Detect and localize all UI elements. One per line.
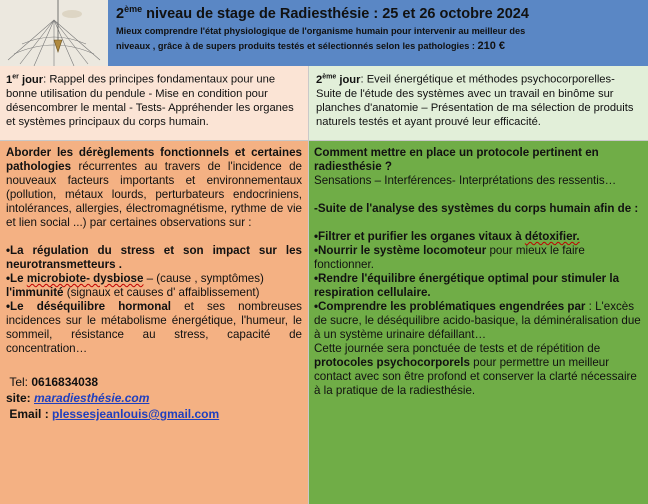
day1-text: : Rappel des principes fondamentaux pour une bonne utilisation du pendule - Mise en condition pour désencombrer le mental - Tests- Appréhender les organes et systèmes principaux du corps humain.	[6, 73, 294, 128]
header	[0, 0, 648, 66]
day2-summary	[308, 66, 648, 140]
day2-label: 2ème jour	[316, 73, 361, 86]
right-bullet-comprendre: •Comprendre les problématiques engendrées par : L'excès de sucre, le déséquilibre acido-basique, la déminéralisation due à un système urinaire défaillant…	[314, 300, 641, 341]
website-link[interactable]: maradiesthésie.com	[34, 391, 150, 405]
header-line-2: niveaux , grâce à de supers produits testés et sélectionnés selon les pathologies : 210 €	[116, 40, 506, 52]
email-link[interactable]: plessesjeanlouis@gmail.com	[52, 407, 220, 421]
right-bullet-energie: •Rendre l'équilibre énergétique optimal pour stimuler la respiration cellulaire.	[314, 272, 620, 299]
header-line-1: Mieux comprendre l'état physiologique de l'organisme humain pour intervenir au meilleur des	[116, 26, 526, 36]
day1-details	[0, 140, 308, 504]
day2-details	[308, 140, 648, 504]
day2-text: : Eveil énergétique et méthodes psychocorporelles- Suite de l'étude des systèmes avec un travail en binôme sur planches d'anatomie – Présentation de ma sélection de produits naturels testés et ayant prouvé leur efficacité.	[316, 73, 634, 128]
right-question: Comment mettre en place un protocole pertinent en radiesthésie ?	[314, 146, 599, 173]
left-bullet-immunite: l'immunité (signaux et causes d' affaiblissement)	[6, 286, 260, 299]
header-banner	[108, 0, 648, 66]
phone-line: Tel: 0616834038	[9, 375, 99, 389]
price: 210 €	[477, 40, 506, 52]
left-intro: Aborder les dérèglements fonctionnels et certaines pathologies récurrentes au travers de l'incidence de nouveaux facteurs importants et environnementaux (pollution, métaux lourds, perturbateurs endocriniens, intolérances, allergies, électromagnétisme, rythme de vie et lien social ...) par certaines observations sur :	[6, 146, 302, 229]
page-title: 2ème niveau de stage de Radiesthésie : 25 et 26 octobre 2024	[116, 4, 529, 22]
right-closing: Cette journée sera ponctuée de tests et de répétition de protocoles psychocorporels pour permettre un meilleur contact avec son être profond et conserver la clarté nécessaire à la pratique de la radiesthésie.	[314, 342, 637, 397]
day1-label: 1er jour	[6, 73, 44, 86]
day1-summary	[0, 66, 308, 140]
phone-number: 0616834038	[31, 375, 99, 389]
email-line: Email : plessesjeanlouis@gmail.com	[9, 407, 220, 421]
left-bullet-hormonal: •Le déséquilibre hormonal et ses nombreuses incidences sur le métabolisme énergétique, l'humeur, le sommeil, résistance au stress, capacité de concentration…	[6, 300, 302, 355]
site-line: site: maradiesthésie.com	[6, 391, 150, 405]
right-bullet-filtrer: •Filtrer et purifier les organes vitaux à détoxifier.	[314, 230, 580, 243]
right-suite: -Suite de l'analyse des systèmes du corps humain afin de :	[314, 202, 639, 215]
pendulum-icon	[0, 0, 108, 66]
row-divider	[0, 140, 648, 141]
pendulum-chart-photo	[0, 0, 108, 66]
right-bullet-nourrir: •Nourrir le système locomoteur pour mieux le faire fonctionner.	[314, 244, 585, 271]
left-bullet-microbiote: •Le microbiote- dysbiose – (cause , symptômes)	[6, 272, 264, 285]
column-divider	[308, 66, 309, 504]
contact-block	[6, 374, 302, 422]
left-bullet-stress: •La régulation du stress et son impact sur les neurotransmetteurs .	[6, 244, 302, 271]
right-question-sub: Sensations – Interférences- Interprétations des ressentis…	[314, 174, 617, 187]
